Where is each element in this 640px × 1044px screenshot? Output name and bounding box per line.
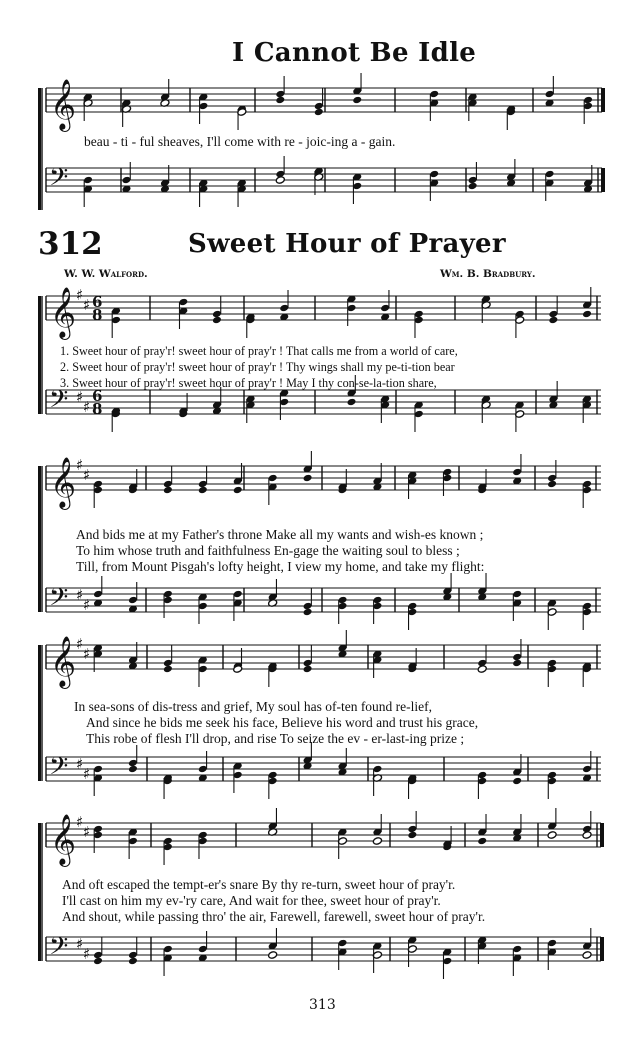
note-head — [512, 659, 522, 668]
system-3-verse-3: This robe of flesh I'll drop, and rise To seize the ev - er-last-ing prize ; — [86, 731, 465, 746]
note-head — [582, 831, 592, 840]
note-head — [303, 608, 313, 617]
note-head — [163, 665, 173, 674]
sharp-icon: ♯ — [83, 596, 91, 614]
sharp-icon: ♯ — [83, 398, 91, 416]
note-head — [163, 486, 173, 495]
system-4-verse-2: I'll cast on him my ev-'ry care, And wait for thee, sweet hour of pray'r. — [62, 893, 441, 908]
lyricist-credit: W. W. Walford. — [64, 268, 148, 280]
sharp-icon: ♯ — [83, 945, 91, 963]
note-head — [93, 957, 103, 966]
note-head — [128, 765, 138, 774]
note-head — [303, 665, 313, 674]
sharp-icon: ♯ — [76, 935, 84, 953]
bass-clef-icon: 𝄢 — [49, 932, 69, 967]
sharp-icon: ♯ — [76, 456, 84, 474]
system-2-verse-2: To him whose truth and faithfulness En-gage the waiting soul to bless ; — [76, 543, 460, 558]
note-head — [212, 316, 222, 325]
sharp-icon: ♯ — [83, 823, 91, 841]
bass-clef-icon: 𝄢 — [49, 163, 69, 198]
note-head — [477, 837, 487, 846]
note-head — [372, 837, 382, 846]
system-brace — [38, 296, 41, 414]
sharp-icon: ♯ — [76, 635, 84, 653]
time-signature-bottom: 8 — [92, 400, 103, 418]
note-head — [268, 951, 278, 960]
sharp-icon: ♯ — [83, 466, 91, 484]
sharp-icon: ♯ — [83, 296, 91, 314]
note-head — [548, 316, 558, 325]
page-number: 313 — [309, 997, 336, 1013]
note-head — [275, 176, 285, 185]
sharp-icon: ♯ — [76, 388, 84, 406]
note-head — [352, 96, 362, 105]
system-brace — [38, 466, 41, 612]
note-head — [198, 486, 208, 495]
note-head — [347, 398, 357, 407]
note-head — [407, 831, 417, 840]
system-3-verse-1: In sea-sons of dis-tress and grief, My soul has of-ten found re-lief, — [74, 699, 433, 714]
bass-clef-icon: 𝄢 — [49, 583, 69, 618]
treble-clef-icon: 𝄞 — [50, 457, 77, 508]
system-1-verse-2: 2. Sweet hour of pray'r! sweet hour of pray'r ! Thy wings shall my pe-ti-tion bear — [60, 360, 455, 374]
sharp-icon: ♯ — [76, 755, 84, 773]
system-2-verse-3: Till, from Mount Pisgah's lofty height, I view my home, and take my flight: — [76, 559, 485, 574]
sharp-icon: ♯ — [83, 645, 91, 663]
system-3-verse-2: And since he bids me seek his face, Believe his word and trust his grace, — [86, 715, 479, 730]
note-head — [547, 831, 557, 840]
note-head — [468, 182, 478, 191]
note-head — [275, 96, 285, 105]
bass-clef-icon: 𝄢 — [49, 752, 69, 787]
system-1-verse-3: 3. Sweet hour of pray'r! sweet hour of pray'r ! May I thy con-se-la-tion share, — [60, 376, 437, 390]
prev-hymn-lyric: beau - ti - ful sheaves, I'll come with re - joic-ing a - gain. — [84, 134, 396, 149]
sharp-icon: ♯ — [76, 586, 84, 604]
system-1-verse-1: 1. Sweet hour of pray'r! sweet hour of pray'r ! That calls me from a world of care, — [60, 344, 458, 358]
system-4-verse-1: And oft escaped the tempt-er's snare By thy re-turn, sweet hour of pray'r. — [62, 877, 456, 892]
note-head — [582, 310, 592, 319]
treble-clef-icon: 𝄞 — [50, 814, 77, 865]
note-head — [128, 957, 138, 966]
hymn-title: Sweet Hour of Prayer — [188, 229, 506, 259]
prev-hymn-title: I Cannot Be Idle — [232, 38, 477, 68]
time-signature-top: 6 — [92, 387, 103, 405]
time-signature-top: 6 — [92, 293, 103, 311]
treble-clef-icon: 𝄞 — [50, 287, 77, 338]
sharp-icon: ♯ — [76, 286, 84, 304]
sharp-icon: ♯ — [76, 813, 84, 831]
system-brace — [38, 823, 41, 961]
treble-clef-icon: 𝄞 — [50, 636, 77, 687]
composer-credit: Wm. B. Bradbury. — [440, 268, 536, 280]
system-2-verse-1: And bids me at my Father's throne Make all my wants and wish-es known ; — [76, 527, 484, 542]
sharp-icon: ♯ — [83, 765, 91, 783]
note-head — [233, 486, 243, 495]
note-head — [314, 108, 324, 117]
system-brace — [38, 645, 41, 781]
system-brace — [38, 88, 41, 210]
note-head — [512, 777, 522, 786]
note-head — [547, 480, 557, 489]
note-head — [477, 665, 487, 674]
bass-clef-icon: 𝄢 — [49, 385, 69, 420]
hymn-number: 312 — [38, 226, 103, 262]
note-head — [582, 951, 592, 960]
treble-clef-icon: 𝄞 — [50, 79, 77, 130]
note-head — [303, 474, 313, 483]
time-signature-bottom: 8 — [92, 306, 103, 324]
system-4-verse-3: And shout, while passing thro' the air, Farewell, farewell, sweet hour of pray'r. — [62, 909, 486, 924]
